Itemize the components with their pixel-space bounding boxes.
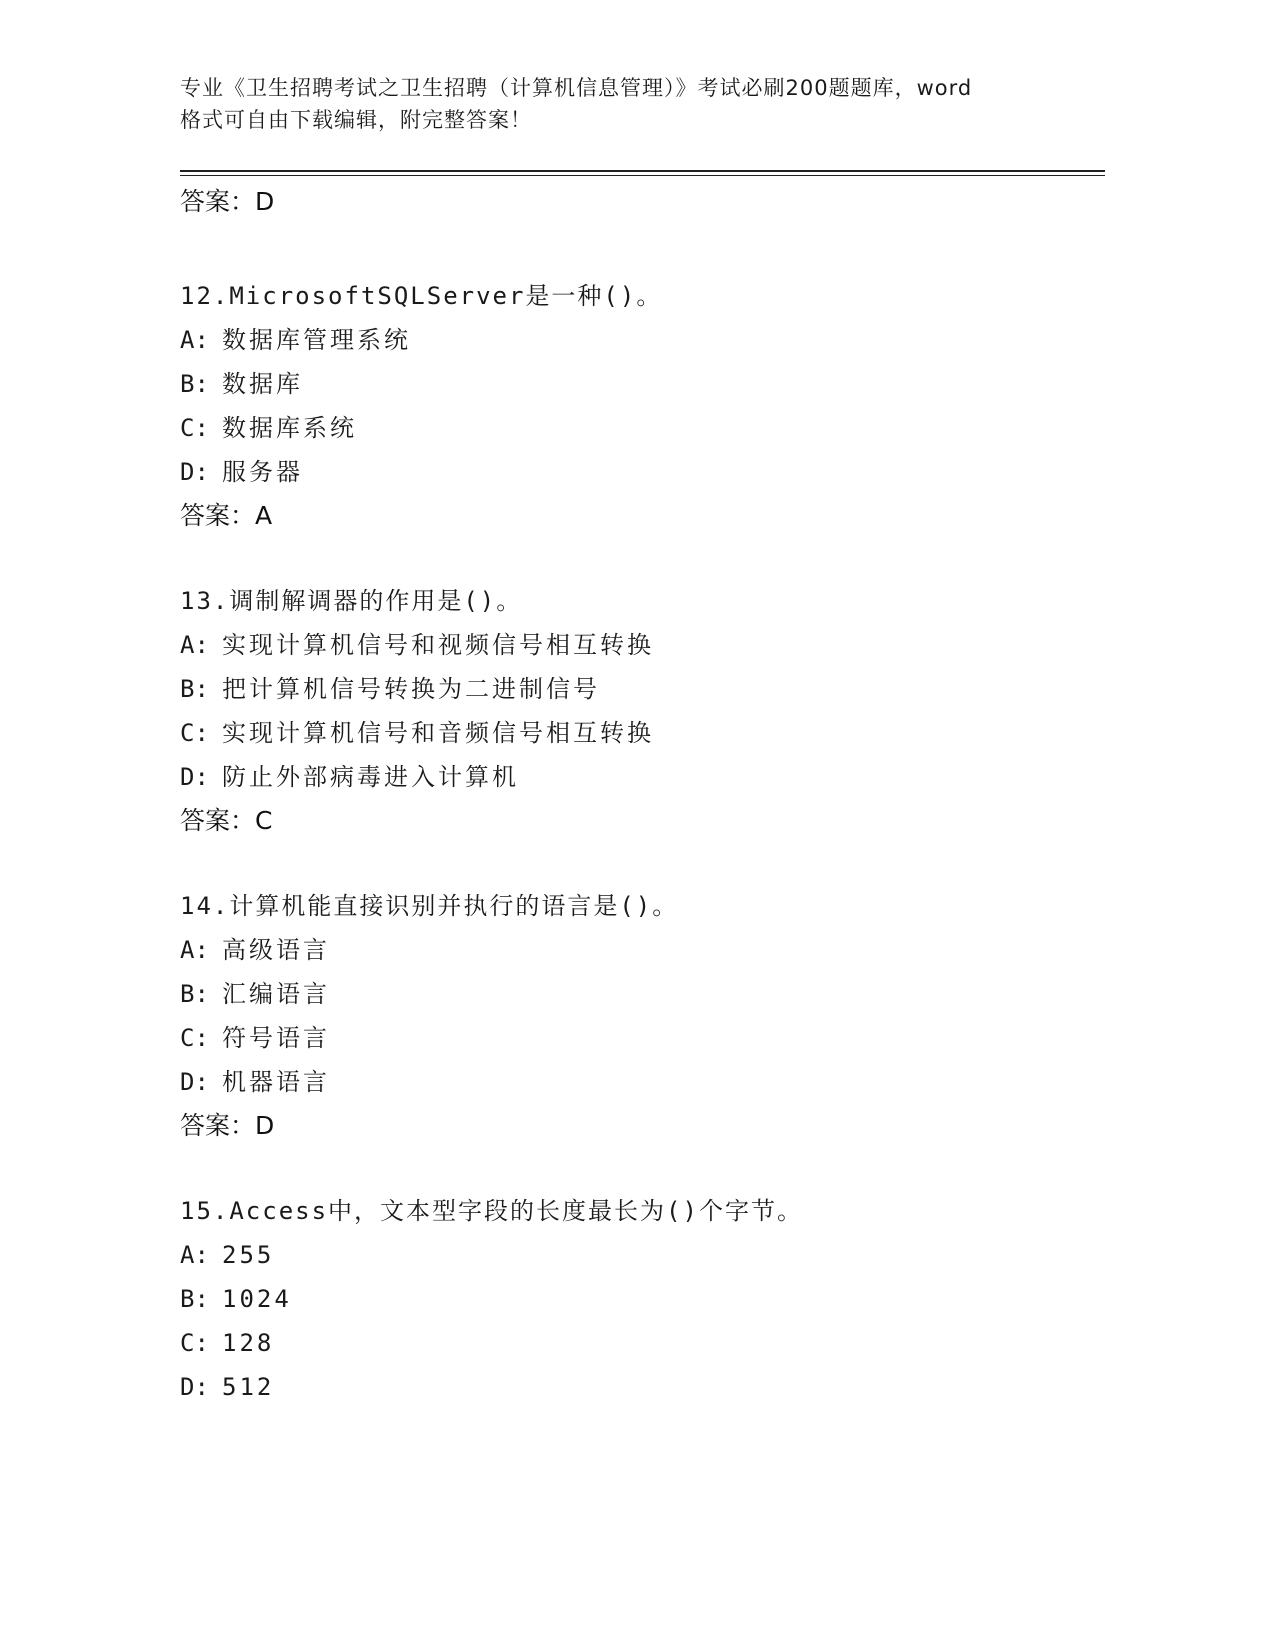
option-d: [180, 1060, 1105, 1104]
option-text: 数据库管理系统: [222, 326, 411, 354]
option-c: [180, 406, 1105, 450]
option-letter: A:: [180, 631, 209, 659]
header-line-2: 格式可自由下载编辑，附完整答案！: [180, 108, 532, 132]
option-text: 防止外部病毒进入计算机: [222, 763, 519, 791]
option-a: [180, 1233, 1105, 1277]
option-letter: B:: [180, 675, 209, 703]
option-d: [180, 450, 1105, 494]
option-a: [180, 318, 1105, 362]
option-b: [180, 667, 1105, 711]
option-letter: B:: [180, 370, 209, 398]
option-letter: A:: [180, 936, 209, 964]
header-divider-thick: [180, 170, 1105, 172]
option-a: [180, 928, 1105, 972]
option-text: 服务器: [222, 458, 303, 486]
question-15: [180, 1189, 1105, 1409]
option-text: 数据库系统: [222, 414, 357, 442]
option-b: [180, 1277, 1105, 1321]
option-text: 实现计算机信号和视频信号相互转换: [222, 631, 654, 659]
option-letter: B:: [180, 1285, 209, 1313]
option-letter: C:: [180, 1024, 209, 1052]
question-12: [180, 274, 1105, 538]
option-c: [180, 1016, 1105, 1060]
option-text: 128: [222, 1329, 275, 1357]
document-header: [180, 72, 1060, 136]
option-d: [180, 1365, 1105, 1409]
option-text: 512: [222, 1373, 275, 1401]
header-divider-thin: [180, 175, 1105, 176]
option-text: 实现计算机信号和音频信号相互转换: [222, 719, 654, 747]
option-letter: C:: [180, 1329, 209, 1357]
option-b: [180, 362, 1105, 406]
option-c: [180, 711, 1105, 755]
option-letter: A:: [180, 326, 209, 354]
option-letter: C:: [180, 414, 209, 442]
question-stem: 13.调制解调器的作用是()。: [180, 587, 523, 615]
option-letter: D:: [180, 1373, 209, 1401]
question-14: [180, 884, 1105, 1148]
question-stem: 12.MicrosoftSQLServer是一种()。: [180, 282, 663, 310]
option-letter: A:: [180, 1241, 209, 1269]
answer-label: 答案：C: [180, 806, 273, 835]
previous-answer: 答案：D: [180, 187, 275, 216]
question-stem: 14.计算机能直接识别并执行的语言是()。: [180, 892, 679, 920]
option-letter: C:: [180, 719, 209, 747]
option-text: 把计算机信号转换为二进制信号: [222, 675, 600, 703]
question-13: [180, 579, 1105, 843]
option-letter: D:: [180, 1068, 209, 1096]
option-text: 机器语言: [222, 1068, 330, 1096]
option-text: 高级语言: [222, 936, 330, 964]
option-text: 1024: [222, 1285, 292, 1313]
option-text: 汇编语言: [222, 980, 330, 1008]
option-letter: B:: [180, 980, 209, 1008]
option-text: 符号语言: [222, 1024, 330, 1052]
answer-label: 答案：A: [180, 501, 273, 530]
question-stem: 15.Access中，文本型字段的长度最长为()个字节。: [180, 1197, 803, 1225]
option-text: 255: [222, 1241, 275, 1269]
answer-label: 答案：D: [180, 1111, 275, 1140]
option-a: [180, 623, 1105, 667]
option-c: [180, 1321, 1105, 1365]
option-d: [180, 755, 1105, 799]
option-b: [180, 972, 1105, 1016]
option-letter: D:: [180, 763, 209, 791]
option-text: 数据库: [222, 370, 303, 398]
option-letter: D:: [180, 458, 209, 486]
question-list: [180, 184, 1105, 1409]
header-line-1: 专业《卫生招聘考试之卫生招聘（计算机信息管理）》考试必刷200题题库，word: [180, 76, 973, 100]
